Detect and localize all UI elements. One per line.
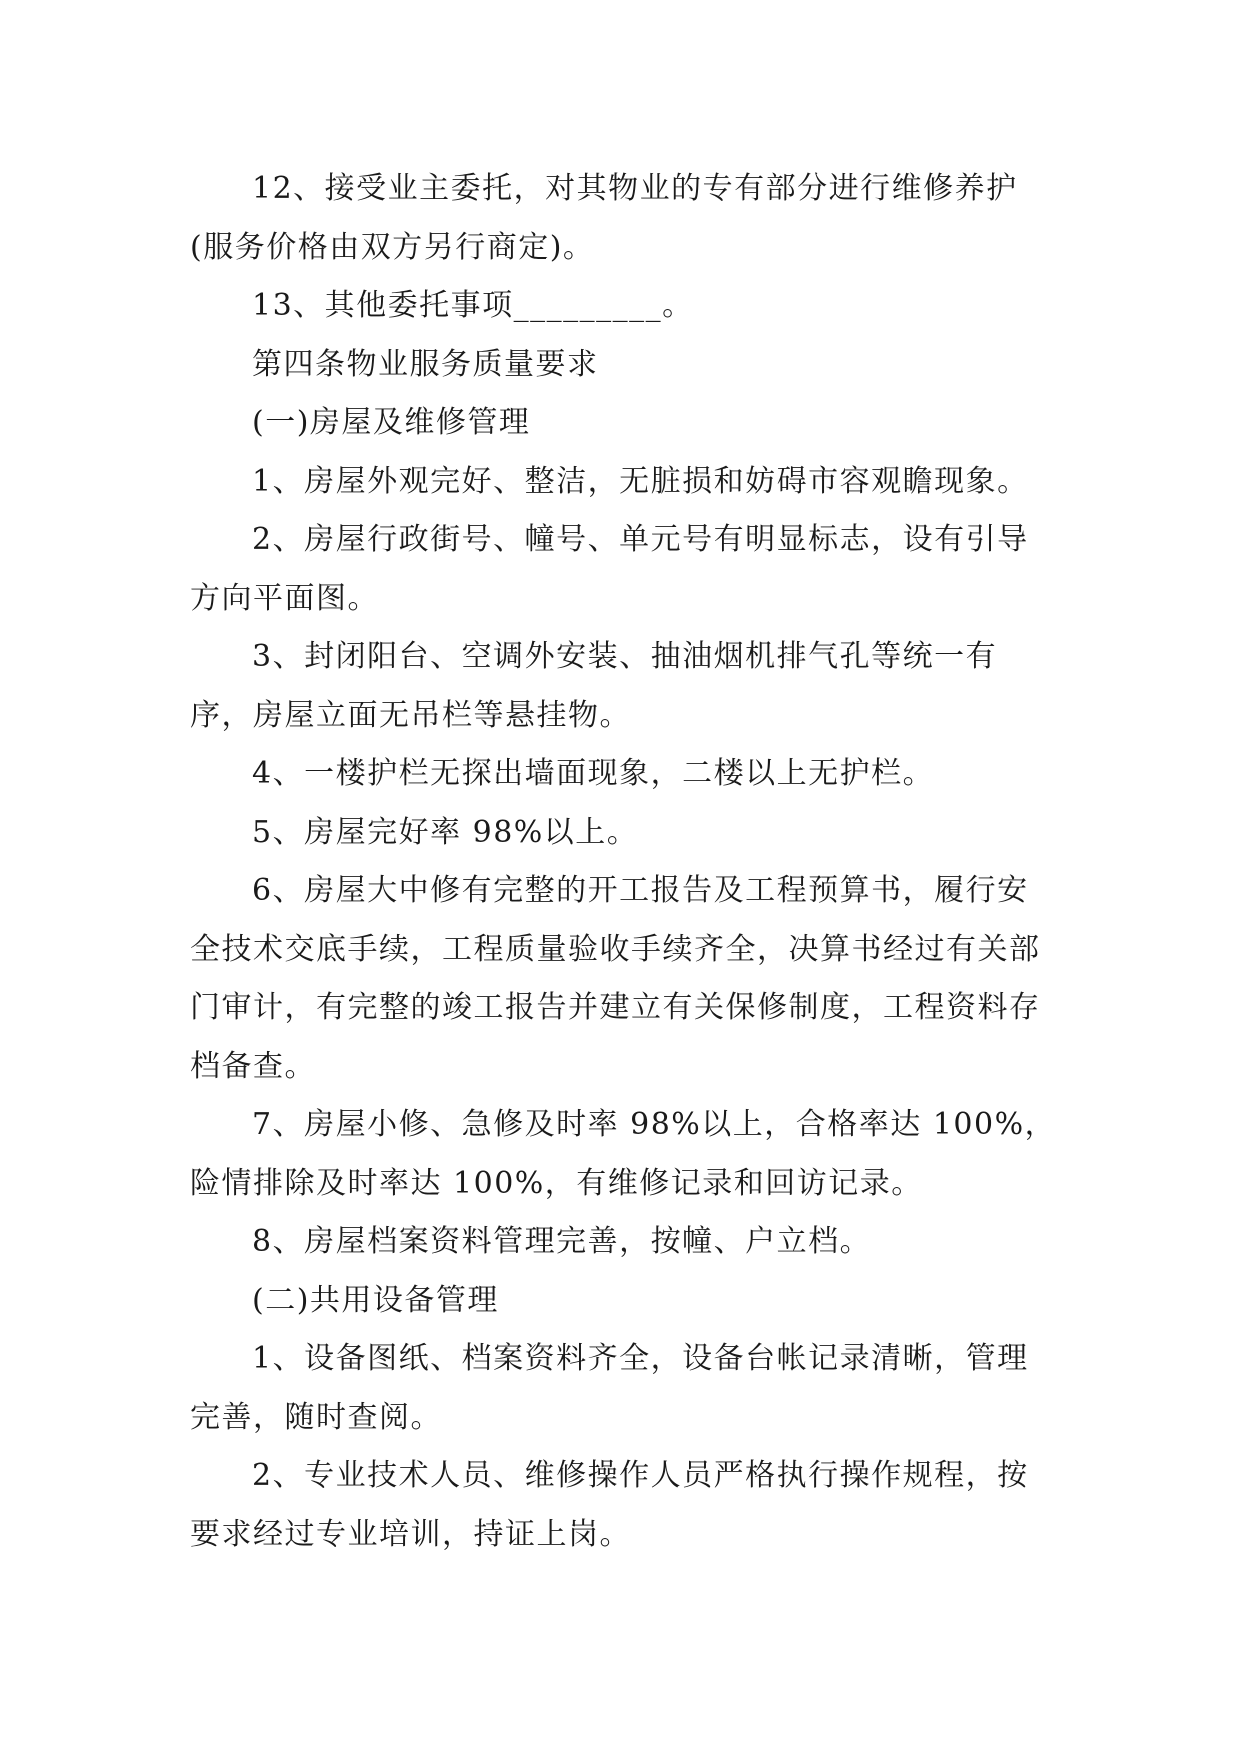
document-body	[190, 160, 1060, 1564]
paragraph-item-13-other: 13、其他委托事项_________。	[252, 288, 694, 323]
paragraph-equipment-1: 1、设备图纸、档案资料齐全，设备台帐记录清晰，管理完善，随时查阅。	[190, 1341, 1029, 1435]
paragraph-housing-8: 8、房屋档案资料管理完善，按幢、户立档。	[252, 1224, 872, 1259]
subsection-heading-housing: (一)房屋及维修管理	[252, 405, 531, 440]
paragraph-item-12-maintenance: 12、接受业主委托，对其物业的专有部分进行维修养护(服务价格由双方另行商定)。	[190, 171, 1018, 265]
paragraph-housing-2: 2、房屋行政街号、幢号、单元号有明显标志，设有引导方向平面图。	[190, 522, 1029, 616]
subsection-heading-equipment: (二)共用设备管理	[252, 1282, 499, 1318]
paragraph-housing-5: 5、房屋完好率 98%以上。	[252, 814, 639, 850]
section-heading-article-4: 第四条物业服务质量要求	[252, 346, 599, 382]
paragraph-housing-1: 1、房屋外观完好、整洁，无脏损和妨碍市容观瞻现象。	[252, 463, 1029, 499]
paragraph-housing-6: 6、房屋大中修有完整的开工报告及工程预算书，履行安全技术交底手续，工程质量验收手续齐全，决算书经过有关部门审计，有完整的竣工报告并建立有关保修制度，工程资料存档备查。	[190, 873, 1041, 1084]
paragraph-housing-7: 7、房屋小修、急修及时率 98%以上，合格率达 100%，险情排除及时率达 100%，有维修记录和回访记录。	[190, 1107, 1057, 1201]
paragraph-housing-4: 4、一楼护栏无探出墙面现象，二楼以上无护栏。	[252, 756, 935, 791]
paragraph-housing-3: 3、封闭阳台、空调外安装、抽油烟机排气孔等统一有序，房屋立面无吊栏等悬挂物。	[190, 639, 998, 733]
paragraph-equipment-2: 2、专业技术人员、维修操作人员严格执行操作规程，按要求经过专业培训，持证上岗。	[190, 1458, 1029, 1552]
